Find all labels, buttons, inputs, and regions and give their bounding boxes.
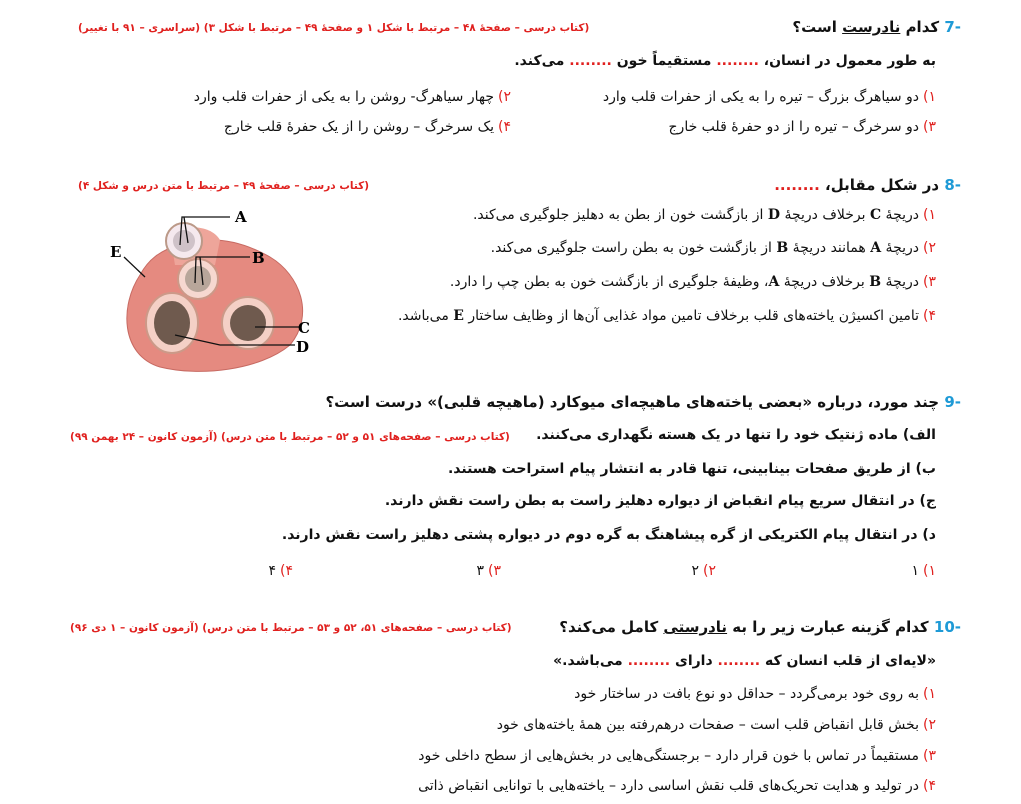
- q8-title-text: در شکل مقابل،: [819, 176, 940, 194]
- option-number: ۱): [923, 89, 936, 105]
- q7-stem-a: به طور معمول در انسان،: [758, 53, 936, 69]
- q10-option-4[interactable]: [418, 778, 936, 794]
- q9-item-jim: ج) در انتقال سریع پیام انقباض از دیواره دهلیز راست به بطن راست نقش دارند.: [384, 493, 936, 509]
- label-d: D: [296, 338, 310, 356]
- q7-blank-2: ........: [569, 53, 612, 69]
- q9-option-3[interactable]: [476, 563, 501, 579]
- option-text: ۲: [691, 563, 699, 579]
- option-letter: B: [869, 274, 882, 290]
- q10-stem: [553, 653, 936, 669]
- q8-source: (کتاب درسی – صفحهٔ ۴۹ – مرتبط با متن درس و شکل ۴): [78, 180, 370, 192]
- valve-c-inner: [230, 305, 266, 341]
- option-number: ۴): [280, 563, 293, 579]
- q8-option-4[interactable]: [398, 308, 936, 324]
- option-text: به روی خود برمی‌گردد – حداقل دو نوع بافت در ساختار خود: [574, 686, 919, 702]
- option-text: مستقیماً در تماس با خون قرار دارد – برجستگی‌هایی در بخش‌هایی از سطح داخلی خود: [418, 748, 919, 764]
- q8-option-2[interactable]: [491, 240, 936, 256]
- q7-option-2[interactable]: [194, 89, 511, 105]
- valve-a-inner: [173, 230, 195, 252]
- q7-stem: [514, 53, 936, 69]
- option-text: بخش قابل انقباض قلب است – صفحات درهم‌رفته بین همهٔ یاخته‌های خود: [496, 717, 919, 733]
- q7-option-4[interactable]: [224, 119, 511, 135]
- option-letter: C: [869, 207, 882, 223]
- label-e: E: [110, 243, 122, 261]
- q8-blank: ........: [774, 176, 820, 194]
- heart-valves-figure: [100, 195, 320, 375]
- option-number: ۴): [923, 308, 936, 324]
- option-letter: B: [776, 240, 789, 256]
- option-number: ۳): [923, 748, 936, 764]
- option-letter: D: [767, 207, 781, 223]
- option-number: ۲): [923, 240, 936, 256]
- q10-stem-b: دارای: [670, 653, 718, 669]
- q10-blank-1: ........: [717, 653, 761, 669]
- option-letter: A: [768, 274, 780, 290]
- label-a: A: [235, 208, 247, 226]
- option-text: ۱: [911, 563, 919, 579]
- option-text: دریچهٔ: [881, 207, 919, 223]
- option-text: دو سیاهرگ بزرگ – تیره را به یکی از حفرات قلب وارد: [602, 89, 919, 105]
- option-number: ۳): [488, 563, 501, 579]
- q10-blank-2: ........: [627, 653, 671, 669]
- option-number: ۱): [923, 207, 936, 223]
- q9-item-alef: الف) ماده ژنتیک خود را تنها در یک هسته نگهداری می‌کنند.: [536, 427, 936, 443]
- option-number: ۲): [923, 717, 936, 733]
- option-letter: A: [870, 240, 882, 256]
- option-text: از بازگشت خون از بطن به دهلیز جلوگیری می‌کند.: [472, 207, 768, 223]
- q7-title-underlined: نادرست: [842, 18, 901, 36]
- option-text: برخلاف دریچهٔ: [780, 207, 870, 223]
- q9-item-be: ب) از طریق صفحات بینابینی، تنها قادر به انتشار پیام استراحت هستند.: [447, 461, 936, 477]
- q7-source: (کتاب درسی – صفحهٔ ۴۸ – مرتبط با شکل ۱ و صفحهٔ ۴۹ – مرتبط با شکل ۳) (سراسری – ۹۱ با تغییر): [78, 22, 590, 34]
- valve-b-inner: [185, 266, 211, 292]
- option-text: دو سرخرگ – تیره را از دو حفرهٔ قلب خارج: [668, 119, 919, 135]
- q10-stem-a: «لایه‌ای از قلب انسان که: [760, 653, 936, 669]
- q8-title: [774, 176, 961, 194]
- q9-source: (کتاب درسی – صفحه‌های ۵۱ و ۵۲ – مرتبط با متن درس) (آزمون کانون – ۲۴ بهمن ۹۹): [70, 431, 510, 443]
- option-number: ۲): [498, 89, 511, 105]
- option-number: ۱): [923, 686, 936, 702]
- q10-source: (کتاب درسی – صفحه‌های ۵۱، ۵۲ و ۵۳ – مرتبط با متن درس) (آزمون کانون – ۱ دی ۹۶): [70, 622, 512, 634]
- option-text: برخلاف دریچهٔ: [779, 274, 870, 290]
- option-text: دریچهٔ: [881, 274, 919, 290]
- q7-title-text: کدام: [900, 18, 940, 36]
- label-b: B: [252, 249, 265, 267]
- option-text: از بازگشت خون به بطن راست جلوگیری می‌کند.: [490, 240, 777, 256]
- q10-option-3[interactable]: [418, 748, 936, 764]
- option-number: ۱): [923, 563, 936, 579]
- q10-option-2[interactable]: [497, 717, 936, 733]
- q7-stem-c: می‌کند.: [514, 53, 570, 69]
- q7-option-3[interactable]: [669, 119, 936, 135]
- option-number: ۲): [703, 563, 716, 579]
- option-text: ۴: [268, 563, 276, 579]
- q7-title: [792, 18, 961, 36]
- q7-number: -7: [944, 18, 961, 36]
- option-number: ۳): [923, 274, 936, 290]
- q7-title-end: است؟: [792, 18, 843, 36]
- q10-number: -10: [933, 618, 961, 636]
- q10-title-end: کامل می‌کند؟: [559, 618, 664, 636]
- q8-number: -8: [944, 176, 961, 194]
- q9-option-1[interactable]: [911, 563, 936, 579]
- q7-blank-1: ........: [716, 53, 759, 69]
- option-text: دریچهٔ: [881, 240, 919, 256]
- option-text: تامین اکسیژن یاخته‌های قلب برخلاف تامین مواد غذایی آن‌ها از وظایف ساختار: [463, 308, 919, 324]
- q9-title: [325, 393, 961, 411]
- q8-option-3[interactable]: [450, 274, 936, 290]
- q9-item-dal: د) در انتقال پیام الکتریکی از گره پیشاهنگ به گره دوم در دیواره پشتی دهلیز راست نقش دارند.: [281, 527, 936, 543]
- q10-stem-c: می‌باشد.»: [553, 653, 628, 669]
- q9-title-text: چند مورد، درباره «بعضی یاخته‌های ماهیچه‌ای میوکارد (ماهیچه قلبی)» درست است؟: [325, 393, 940, 411]
- option-text: ، وظیفهٔ جلوگیری از بازگشت خون به بطن چپ را دارد.: [449, 274, 769, 290]
- option-text: یک سرخرگ – روشن را از یک حفرهٔ قلب خارج: [223, 119, 494, 135]
- option-text: در تولید و هدایت تحریک‌های قلب نقش اساسی دارد – یاخته‌هایی با توانایی انقباض ذاتی: [418, 778, 919, 794]
- q10-option-1[interactable]: [574, 686, 936, 702]
- valve-d-inner: [154, 301, 190, 345]
- q10-title-text: کدام گزینه عبارت زیر را به: [727, 618, 929, 636]
- q10-title: [559, 618, 961, 636]
- option-number: ۴): [498, 119, 511, 135]
- q9-option-4[interactable]: [268, 563, 293, 579]
- q10-title-underlined: نادرستی: [663, 618, 728, 636]
- option-text: می‌باشد.: [397, 308, 454, 324]
- q7-option-1[interactable]: [603, 89, 936, 105]
- option-number: ۴): [923, 778, 936, 794]
- label-c: C: [298, 319, 310, 337]
- option-text: همانند دریچهٔ: [788, 240, 871, 256]
- q9-number: -9: [944, 393, 961, 411]
- option-letter: E: [453, 308, 464, 324]
- q7-stem-b: مستقیماً خون: [611, 53, 717, 69]
- option-number: ۳): [923, 119, 936, 135]
- option-text: چهار سیاهرگ- روشن را به یکی از حفرات قلب وارد: [193, 89, 494, 105]
- q8-option-1[interactable]: [473, 207, 936, 223]
- option-text: ۳: [476, 563, 484, 579]
- q9-option-2[interactable]: [691, 563, 716, 579]
